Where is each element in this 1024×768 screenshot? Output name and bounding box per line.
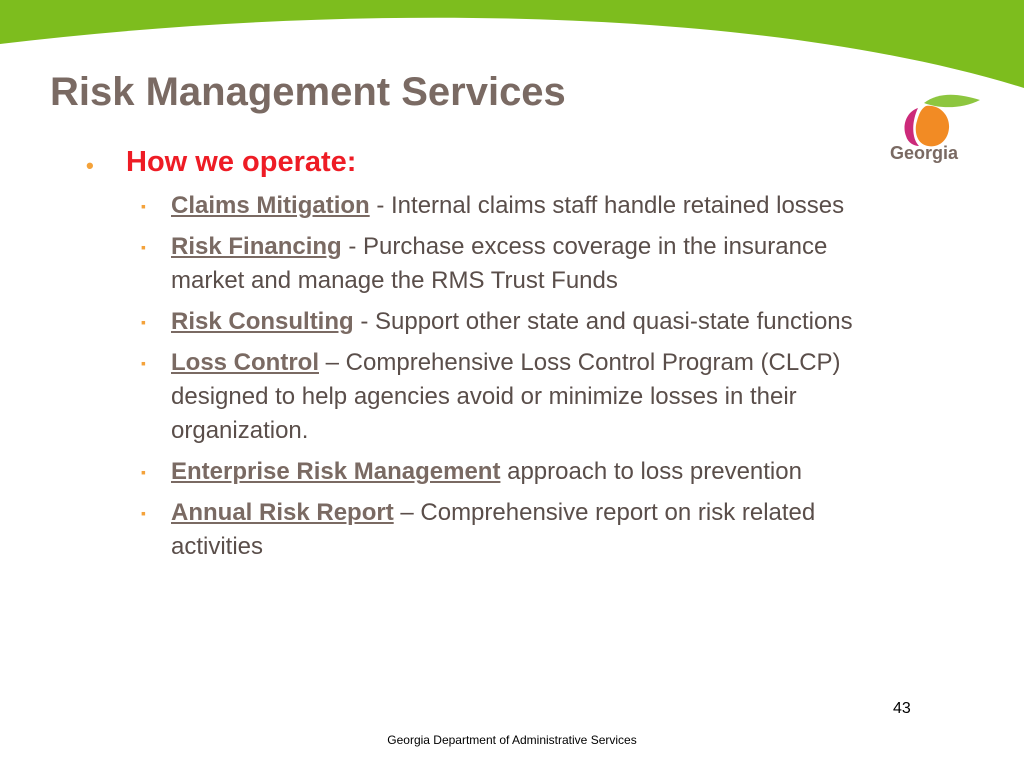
list-item — [86, 455, 896, 489]
item-term: Annual Risk Report — [171, 499, 394, 526]
item-description: – Comprehensive Loss Control Program (CLCP) designed to help agencies avoid or minimize losses in their organization. — [171, 349, 841, 444]
list-item — [86, 189, 896, 223]
list-item — [86, 230, 896, 298]
item-description: - Support other state and quasi-state functions — [353, 308, 853, 335]
item-term: Risk Financing — [171, 233, 342, 260]
georgia-logo-text: Georgia — [890, 143, 959, 163]
item-description: - Purchase excess coverage in the insurance market and manage the RMS Trust Funds — [171, 233, 828, 294]
bullet-square-icon: ▪ — [141, 239, 146, 255]
bullet-square-icon: ▪ — [141, 505, 146, 521]
bullet-square-icon: ▪ — [141, 198, 146, 214]
item-description: - Internal claims staff handle retained losses — [369, 192, 845, 219]
list-item — [86, 496, 896, 564]
content-body — [86, 146, 896, 571]
page-number: 43 — [893, 700, 911, 717]
bullet-square-icon: ▪ — [141, 314, 146, 330]
services-list — [86, 189, 896, 564]
item-term: Claims Mitigation — [171, 192, 370, 219]
section-heading-label: How we operate: — [126, 146, 357, 178]
bullet-square-icon: ▪ — [141, 355, 146, 371]
item-description: approach to loss prevention — [500, 458, 802, 485]
list-item — [86, 346, 896, 448]
section-heading — [86, 146, 896, 179]
item-term: Risk Consulting — [171, 308, 354, 335]
bullet-dot-icon: • — [86, 153, 94, 178]
item-term: Loss Control — [171, 349, 319, 376]
bullet-square-icon: ▪ — [141, 464, 146, 480]
item-term: Enterprise Risk Management — [171, 458, 501, 485]
slide-title: Risk Management Services — [50, 70, 566, 114]
item-description: – Comprehensive report on risk related activities — [171, 499, 816, 560]
footer-text: Georgia Department of Administrative Services — [387, 733, 637, 747]
list-item — [86, 305, 896, 339]
